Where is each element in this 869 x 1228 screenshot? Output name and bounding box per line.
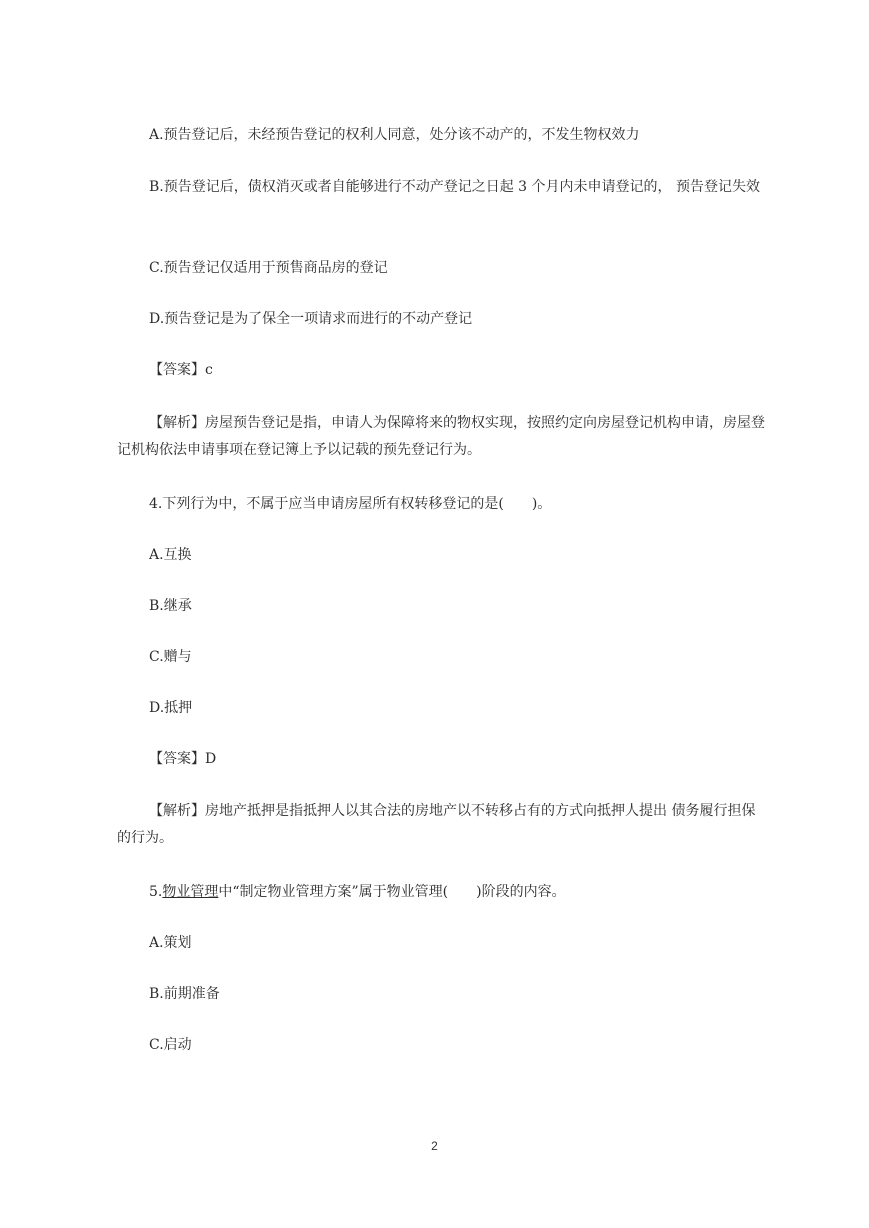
q5-option-b: B.前期准备 bbox=[149, 986, 220, 1002]
q4-option-a: A.互换 bbox=[149, 547, 192, 563]
q5-option-c: C.启动 bbox=[149, 1037, 192, 1053]
q5-question bbox=[117, 879, 767, 906]
q3-option-a: A.预告登记后，未经预告登记的权利人同意，处分该不动产的，不发生物权效力 bbox=[149, 127, 640, 143]
q5-underlined-term: 物业管理 bbox=[162, 884, 219, 900]
q4-question: 4.下列行为中，不属于应当申请房屋所有权转移登记的是( )。 bbox=[149, 496, 552, 512]
q3-analysis: 【解析】房屋预告登记是指，申请人为保障将来的物权实现，按照约定向房屋登记机构申请，房屋登记机构依法申请事项在登记簿上予以记载的预先登记行为。 bbox=[117, 415, 765, 458]
q3-option-b: B.预告登记后，债权消灭或者自能够进行不动产登记之日起 3 个月内未申请登记的， 预告登记失效 bbox=[149, 179, 760, 195]
q3-option-c: C.预告登记仅适用于预售商品房的登记 bbox=[149, 260, 388, 276]
q4-analysis: 【解析】房地产抵押是指抵押人以其合法的房地产以不转移占有的方式向抵押人提出 债务履行担保的行为。 bbox=[117, 803, 756, 846]
q4-option-b: B.继承 bbox=[149, 598, 192, 614]
q5-option-a: A.策划 bbox=[149, 935, 192, 951]
q4-option-c: C.赠与 bbox=[149, 649, 192, 665]
q4-answer: 【答案】D bbox=[149, 751, 217, 767]
page-number: 2 bbox=[431, 1139, 438, 1153]
q5-number: 5. bbox=[149, 884, 163, 900]
q3-option-d: D.预告登记是为了保全一项请求而进行的不动产登记 bbox=[149, 311, 473, 327]
q3-answer: 【答案】c bbox=[149, 362, 213, 378]
q4-option-d: D.抵押 bbox=[149, 700, 193, 716]
q5-question-rest: 中“制定物业管理方案”属于物业管理( )阶段的内容。 bbox=[218, 884, 566, 900]
